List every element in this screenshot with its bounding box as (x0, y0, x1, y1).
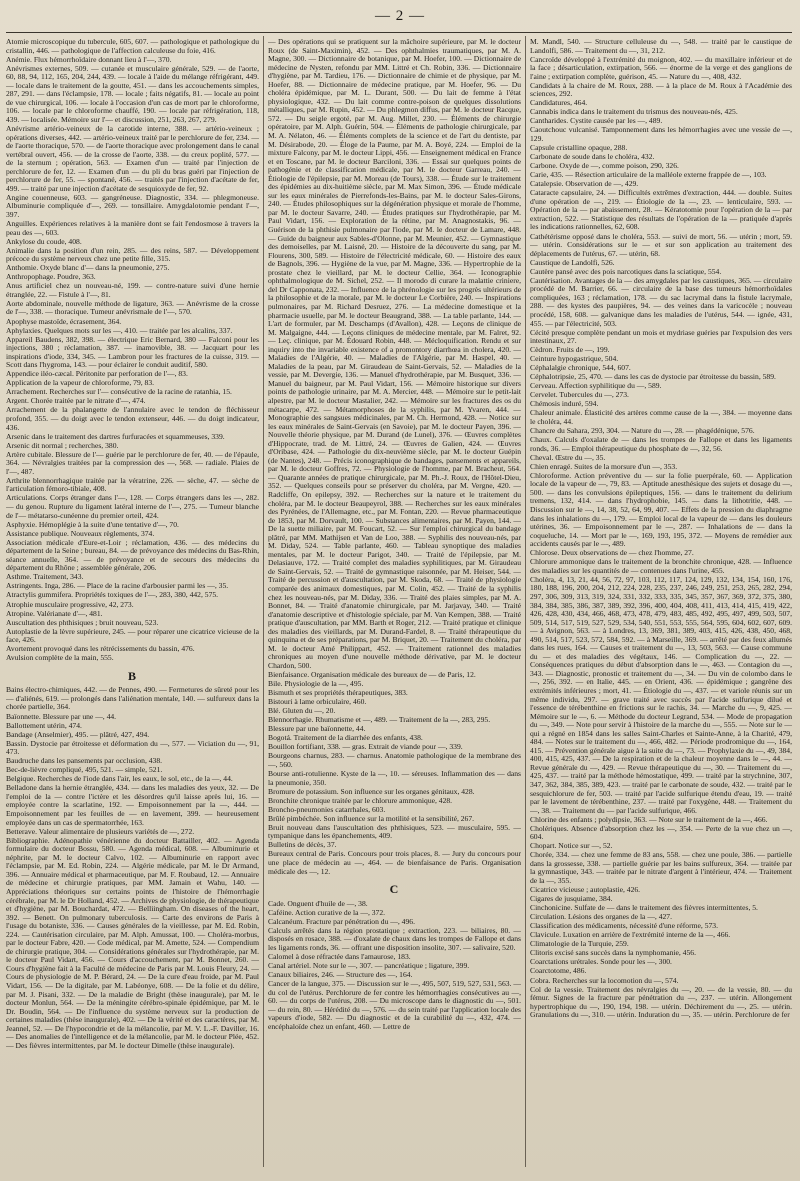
index-entry: Atomie microscopique du tubercule, 605, 607. — pathologique et pathologique du cristallin, 446. — pathologique de l'affection calculeuse du foie, 416. (6, 38, 259, 55)
index-entry: Baïonnette. Blessure par une —, 44. (6, 711, 117, 721)
index-entry: Anévrisme artério-veineux de la carotide interne, 388. — artério-veineux ; opérations diverses, 442. — artério-veineux traité par le perchlorure de fer, 234. — de l'aorte thoracique, 570. — de l'aorte thoracique avec prolongement dans le canal vertébral ouvert, 456. — de la crosse de l'aorte, 338. — du creux poplité, 577. — de la sternum ; opération, 563. — Examen d'un — traité par l'injection de perchlorure de fer, 12. — Examen d'un — du pli du bras guéri par l'injection de perchlorure de fer, 55. — spontané, 456. — traités par l'injection d'acétate de fer, 499. — traité par une injection d'acétate de sesquioxyde de fer, 92. (6, 123, 259, 193)
section-letter-heading: B (127, 668, 137, 683)
index-entry: Cèdron. Fruits de —, 199. (530, 345, 610, 355)
index-entry: Bureaux central de Paris. Concours pour trois places, 8. — Jury du concours pour une place de médecin au —, 464. — de bienfaisance de Paris. Organisation médicale des —, 12. (268, 849, 521, 876)
index-entry: Bandage (Anselmier), 495. — plâtré, 427, 494. (6, 729, 150, 739)
index-entry: Atractylis gummifera. Propriétés toxiques de l'—, 283, 380, 442, 575. (6, 590, 219, 600)
index-entry: Arrachement. Recherches sur l'— consécutive de la racine de ratanhia, 15. (6, 387, 232, 397)
index-entry: Appareil Baudens, 382, 398. — électrique Eric Bernard, 380 — Falconi pour les injections, 380 ; réclamation, 387. — inamovible, 38. — Jacquart pour les inspirations d'iode, 334, 345. — Lambron pour les fractures de la cuisse, 319. — Scott dans l'hygroma, 143. — pour éclairer le conduit auditif, 580. (6, 334, 259, 370)
index-entry: Cade. Onguent d'huile de —, 38. (268, 898, 368, 908)
index-entry: Avulsion complète de la main, 555. (6, 653, 114, 663)
index-entry: Candidatures, 464. (530, 98, 588, 108)
index-entry: Cancer de la langue, 375. — Discussion sur le —, 495, 507, 519, 527, 531, 563. — du col de l'utérus. Perchlorure de fer contre les hémorrhagies consécutives au —, 60. — du corps de l'utérus, 208. — Du microscope dans le diagnostic du —, 501. — du rein, 80. — Hérédité du —, 576. — du sein traité par l'application locale des vapeurs d'iode, 582. — Du diagnostic et de la curabilité du —, 432, 474. — encéphaloïde chez un enfant, 460. — Lettre de (268, 979, 521, 1031)
index-entry: Cautérisation. Avantages de la — des amygdales par les caustiques, 365. — circulaire procédé de M. Barrier, 66. — circulaire de la base des tumeurs hémorrhoïdales compliquées, 163 ; réclamation, 178. — du sac lacrymal dans la fistule lacrymale, 288. — des kystes des paupières, 94. — des veines dans la varicocèle ; nouveau procédé, 158, 608. — galvanique dans les maladies de l'utérus, 544. — ignée, 431, 455. — par l'électricité, 503. (530, 275, 792, 328)
index-entry: Ceinture hypogastrique, 504. (530, 354, 619, 364)
index-entry: Bismuth et ses propriétés thérapeutiques, 383. (268, 688, 408, 698)
index-entry: Caustique de Landolfi, 526. (530, 257, 615, 267)
index-entry: Application de la vapeur de chloroforme, 79, 83. (6, 378, 155, 388)
index-entry: Climatologie de la Turquie, 259. (530, 939, 629, 949)
index-entry: Chaux. Calculs d'oxalate de — dans les trompes de Fallope et dans les ligaments ronds, 36. — Emploi thérapeutique du phosphate de —, 32, 56. (530, 435, 792, 453)
index-entry: M. Mandl, 540. — Structure celluleuse du —, 548. — traité par le caustique de Landolfi, 586. — Traitement du —, 31, 212. (530, 38, 792, 55)
index-entry: Circulation. Lésions des organes de la —, 427. (530, 912, 673, 922)
index-entry: Belladone dans la hernie étranglée, 434. — dans les maladies des yeux, 32. — De l'emploi de la — contre l'ictère et les désordres qu'il laisse après lui, 16. — employée contre la scarlatine, 192. — Empoisonnement par la —, 444. — Empoisonnement par les feuilles de — en lavement, 399. — heureusement employée dans un cas de spermatorrhée, 163. (6, 783, 259, 827)
index-entry: Clitoris excisé sans succès dans la nymphomanie, 456. (530, 948, 696, 958)
index-entry: Bogotá. Traitement de la diarrhée des enfants, 438. (268, 733, 423, 743)
index-entry: Asphyxie. Hémoplégie à la suite d'une tentative d'—, 70. (6, 519, 179, 529)
index-entry: Anguilles. Expériences relatives à la manière dont se fait l'endosmose à travers la peau des —, 603. (6, 218, 259, 237)
index-entry: Cerveau. Affection syphilitique du —, 589. (530, 381, 662, 391)
index-entry: Coarctations urétrales. Sonde pour les —, 300. (530, 957, 672, 967)
index-entry: Broncho-pneumonies catarrhales, 603. (268, 804, 386, 814)
index-entry: Bibliographie. Adénopathie vénérienne du docteur Battailler, 402. — Agenda formulaire du docteur Bossu, 580. — Agenda médical, 608. — Albuminurie et néphrite, par M. le docteur Calvo, 102. — Albuminurie en rapport avec l'éclampsie, par M. Ed. Robin, 224. — Algérie médicale, par M. le Dr Armand, 396. — Annuaire médical et pharmaceutique, par M. F. Roubaud, 12. — Annuaire de médecine et chirurgie pratiques, par MM. Jamain et Wahu, 140. — Appréciations théoriques sur certains points de l'histoire de l'hémorrhagie cérébrale, par M. le Dr Holland, 452. — Archives de physiologie, de thérapeutique et d'hygiène, par M. Bouchardat, 472. — Belliingham. On diseases of the heart, 392. — Benett. On pulmonary tuberculosis. — Carte des environs de Paris à l'usage du botaniste, 336. — Causes générales de la vieillesse, par M. Ed. Robin, 224. — Cautérisation circulaire, par M. Alph. Amussat, 100. — Choléra-morbus, par le docteur Fabre, 420. — Code médical, par M. Amette, 524. — Compendium de chirurgie pratique, 304. — Considérations générales sur l'hydrothérapie, par M. le docteur Paul Vidart, 456. — Cours d'accouchement, par M. Bonnet, 260. — Cours d'hygiène fait à la Faculté de médecine de Paris par M. Louis Fleury, 24. — Cours de physiologie de M. P. Bérard, 24. — De la cure d'eau froide, par M. Paul Vidart, 156. — De la digitale, par M. Labéonye, 608. — De la folie et du délire, par M. J. Pisani, 332. — De la maladie de Bright (thèse inaugurale), par M. le docteur Monlun, 564. — De la méningite cérébro-spinale épidémique, par M. le Dr. Boudin, 564. — De l'influence du système nerveux sur la production de certaines maladies (thèse inaugurale), 402. — De la vérité et des caractères, par M. Jeannel, 52. — De l'hypocondrie et de la mélancolie, par M. V. L.-F. Daviller, 16. — Des anomalies de l'intelligence et de la mélancolie, par M. le docteur Plée, 452. — Des fièvres intermittentes, par M. le docteur Dimelle (thèse inaugurale). (6, 835, 259, 1050)
section-letter-heading: C (389, 882, 400, 897)
index-entry: Capsule cristalline opaque, 288. (530, 143, 628, 153)
index-entry: Baudruche dans les pansements par occlusion, 438. (6, 756, 163, 766)
index-entry: Calculs arrêtés dans la région prostatique ; extraction, 223. — biliaires, 80. — disposés en rosace, 388. — d'oxalate de chaux dans les trompes de Fallope et dans les ligaments ronds, 36. — offrant une disposition insolite, 307. — salivaire, 520. (268, 925, 521, 952)
index-entry: — Des opérations qui se pratiquent sur la mâchoire supérieure, par M. le docteur Roux (de Saint-Maximin), 452. — Des ophthalmies traumatiques, par M. A. Magne, 300. — Dictionnaire de botanique, par M. Hoefer, 100. — Dictionnaire de médecine de Nysten, refondu par MM. Littré et Ch. Robin, 336. — Dictionnaire d'hygiène, par M. Tardieu, 176. — Dictionnaire de chimie et de physique, par M. Hoefer, 88. — Dictionnaire de médecine pratique, par M. Hoefer, 96. — Du choléra épidémique, par M. L. Durant, 500. — Du lait de femme à l'état physiologique, 432. — Du lait comme contre-poison de quelques dissolutions métalliques, par M. Rupin, 452. — Du phlegmon diffus, par M. le docteur Racque, 572. — Du seigle ergoté, par M. Aug. Millet, 230. — Éléments de chirurgie opératoire, par M. Alph. Guérin, 504. — Éléments de pathologie chirurgicale, par M. A. Nélaton, 46. — Éléments complets de la science et de l'art du dentiste, par M. Désirabode, 20. — Éloge de la Paume, par M. A. Boyé, 224. — Emploi de la mixture Falcony, par M. le docteur Lippi, 456. — Enseignement médical en France et en Toscane, par M. le docteur Barciloni, 336. — Essai sur quelques points de pathogénie et de classification médicale, par M. le docteur Garreau, 240. — Étiologie de l'épilepsie, par M. Moreau (de Tours), 338. — Étude sur le traitement des épidémies au dix-huitième siècle, par M. Max Simon, 396. — Étude médicale sur les eaux minérales de Pierrefonds-les-Bains, par M. le docteur Sales-Girons, 240. — Études philosophiques sur la dégénération physique et morale de l'homme, par M. le docteur Savarre, 240. — Études pratiques sur l'hydrothérapie, par M. Paul Vidart, 156. — Exploration de la rétine, par M. Anagnostakis, 96. — Guérison de la phthisie pulmonaire par l'iode, par M. le docteur de Lamare, 448. — Guide du baigneur aux Sables-d'Olonne, par M. Meunier, 452. — Gymnastique des demoiselles, par M. Laisné, 20. — Histoire de la découverte du sang, par M. Flourens, 300, 589. — Histoire de l'électricité médicale, 60. — Histoire des eaux de Bagnols, 396. — Hygiène de la vue, par M. Magne, 336. — Hypertrophie de la prostate chez le vieillard, par M. le docteur Cellie, 364. — Iconographie ophthalmologique de M. Sichel, 252. — Il morodo di curare la malattie criniere, del Dr Capponata, 232. — Influence de la phrénologie sur les progrès ultérieurs de la philosophie et de la morale, par M. le docteur Le Corbière, 240. — Inspirations pulmonaires, par M. Richard Desruez, 276. — La médecine domestique et la pharmacie usuelle, par M. le docteur Beaugrand, 388. — La table parlante, 144. — L'art de formuler, par M. Deschamps (d'Avallon), 428. — Leçons de clinique de M. Malgaigne, 444. — Leçons cliniques de médecine mentale, par M. Falret, 92. — Leç. clinique, par M. Édouard Robin, 448. — Mécloquification. Rendu et sur inquiry into the invariable existence of a promontory diarrhœa in cholera, 420. — Maladies de l'Algérie, 40. — Maladies de l'Algérie, par M. Haspel, 40. — Maladies de la peau, par M. Giraudeau de Saint-Gervais, 52. — Maladies de la vessie, par M. Devergie, 136. — Manuel d'hydrothérapie, par M. Busquet, 336. — Manuel du baigneur, par M. Paul Vidart, 156. — Mémoire historique sur divers points de pathologie urinaire, par M. A. Mercier, 448. — Mémoire sur le petit-lait alpestre, par M. le docteur Mastalier, 242. — Mémoire sur les fractures des os du métacarpe, 472. — Métamorphoses de la syphilis, par M. Yvaren, 444. — Monographie des sangsues médicinales, par M. Ch. Hermond, 428. — Notice sur les eaux minérales de Saint-Gervais (en Savoie), par M. le docteur Payen, 396. — Nouvelle théorie physique, par M. Durand (de Lunel), 376. — Œuvres complètes d'Hippocrate, trad. de M. Littré, 24. — Œuvres de Galien, 424. — Œuvres d'Oribase, 424. — Pathologie du dix-neuvième siècle, par M. le docteur Guépin (de Nantes), 248. — Précis iconographique de bandages, pansements et appareils, par M. le docteur Goffres, 72. — Physiologie de l'homme, par M. Bracheut, 564. — Quarante années de pratique chirurgicale, par M. Ph.-J. Roux, de l'Hôtel-Dieu, 352. — Quelques conseils pour se préserver du choléra, par M. Vergne, 420. — Radcliffe, On epilepsy, 392. — Recherches sur la nature et le traitement du choléra, par M. le docteur Beaupeyrol, 388. — Recherches sur les eaux minérales des Pyrénées, de l'Allemagne, etc., par M. Fontan, 220. — Revue pharmaceutique de 1853, par M. Dorvault, 100. — Substances alimentaires, par M. Payen, 144. — De la suette miliaire, par M. Foucart, 52. — Sur l'emploi chirurgical du bandage plâtré, par MM. Mathijsen et Van de Loo, 388. — Syphilis des nouveau-nés, par M. Diday, 524. — Table parlante, 460. — Tableau synoptique des maladies mentales, par M. le docteur Parigot, 340. — Traité de l'épilepsie, par M. Delasiauve, 172. — Traité complet des maladies syphilitiques, par M. Giraudeau de Saint-Gervais, 52. — Traité de gymnastique raisonnée, par M. Heiser, 544. — Traité de percussion et d'auscultation, par M. Skoda, 68. — Traité de physiologie comparée des animaux domestiques, par M. Colin, 452. — Traité de la syphilis chez les nouveau-nés, par M. Diday, 336. — Traité des plaies simples, par M. A. Bonnet, 84. — Traité d'anatomie chirurgicale, par M. Jarjavay, 340. — Traité d'anatomie descriptive et d'histologie spéciale, par M. Van Kempen, 388. — Traité pratique d'auscultation, par MM. Barth et Roger, 212. — Traité pratique et clinique des maladies des vieillards, par M. Durand-Fardel, 8. — Traité thérapeutique du quinquina et de ses préparations, par M. Briquet, 20. — Traitement du choléra, par M. le docteur Amé Philippart, 452. — Traitement rationnel des maladies chroniques au moyen d'une nouvelle méthode dérivative, par M. le docteur Chardon, 500. (268, 38, 521, 670)
index-entry: Argent. Chorée traitée par le nitrate d'—, 474. (6, 396, 146, 406)
index-entry: Appendice iléo-cæcal. Péritonite par perforation de l'—, 83. (6, 369, 188, 379)
index-entry: Canal artériel. Note sur le —, 307. — pancréatique ; ligature, 399. (268, 960, 470, 970)
index-column-1 (6, 38, 259, 1161)
index-entry: Caoutchouc vulcanisé. Tamponnement dans les hémorrhagies avec une vessie de —, 129. (530, 125, 792, 144)
index-entry: Auscultation des phthisiques ; bruit nouveau, 523. (6, 617, 159, 627)
index-entry: Cicatrice vicieuse ; autoplastie, 426. (530, 885, 641, 895)
index-entry: Cataracte capsulaire, 24. — Difficultés extrêmes d'extraction, 444. — double. Suites d'une opération de —, 219. — Étiologie de la —, 23. — lenticulaire, 593. — Opération de la — par abaissement, 28. — Kératotomie pour l'opération de la — par extraction, 522. — Statistique des résultats de l'opération de la — pratiquée d'après les indications rationnelles, 62, 608. (530, 188, 792, 232)
index-entry: Calomel à dose réfractée dans l'amaurose, 183. (268, 951, 411, 961)
index-entry: Betterave. Valeur alimentaire de plusieurs variétés de —, 272. (6, 826, 195, 836)
index-entry: Cantharides. Cystite causée par les —, 489. (530, 116, 663, 126)
index-entry: Bassin. Dystocie par étroitesse et déformation du —, 577. — Viciation du —, 91, 473. (6, 738, 259, 757)
page-number: — 2 — (375, 8, 425, 24)
index-entry: Atrophie musculaire progressive, 42, 273. (6, 599, 134, 609)
index-entry: Atropine. Valérianate d'—, 481. (6, 608, 103, 618)
index-entry: Animalie dans la position d'un rein, 285. — des reins, 587. — Développement précoce du système nerveux chez une petite fille, 315. (6, 245, 259, 264)
index-entry: Bile. Physiologie de la —, 495. (268, 679, 364, 689)
index-entry: Assistance publique. Nouveaux règlements, 374. (6, 528, 155, 538)
index-entry: Anévrismes externes, 509. — cutanée et musculaire générale, 529. — de l'aorte, 60, 88, 94, 112, 165, 204, 244, 439. — locale à l'aide du mélange réfrigérant, 449. — locale dans le traitement de la goutte, 451. — dans les accouchements simples, 287, 291. — dans l'éclampsie, 178. — locale ; faits négatifs, 81. — locale au point de vue chirurgical, 106. — locale à l'occasion d'un cas de mort par le chloroforme, 106. — locale par le chloroforme chauffé, 190. — locale par réfrigération, 118, 439. — localisée. Mémoire sur l'— et discussion, 251, 263, 267, 279. (6, 63, 259, 124)
index-entry: Autoplastie de la lèvre supérieure, 245. — pour réparer une cicatrice vicieuse de la face, 426. (6, 626, 259, 645)
index-entry: Catalepsie. Observation de —, 429. (530, 179, 639, 189)
index-entry: Avortement provoqué dans les rétrécissements du bassin, 476. (6, 644, 195, 654)
index-column-3 (530, 38, 792, 1161)
index-entry: Carbonate de soude dans le choléra, 432. (530, 152, 655, 162)
index-entry: Angine couenneuse, 603. — gangréneuse. Diagnostic, 334. — phlegmoneuse. Albuminurie compliquée d'—, 269. — tonsillaire. Amygdalotomie pendant l'—, 397. (6, 192, 259, 219)
index-entry: Arsenic dans le traitement des dartres furfuracées et squammeuses, 339. (6, 431, 225, 441)
index-entry: Bouillon fortifiant, 338. — gras. Extrait de viande pour —, 339. (268, 742, 463, 752)
index-entry: Arsenic dit normal ; recherches, 380. (6, 440, 119, 450)
index-entry: Cancroïde développé à l'extrémité du moignon, 402. — du maxillaire inférieur et de la face ; désarticulation, extirpation, 566. — énorme de la verge et des ganglions de l'aine ; extirpation complète, guérison, 45. — Nature du —, 408, 432. (530, 54, 792, 81)
index-entry: Cholériques. Absence d'absorption chez les —, 354. — Perte de la vue chez un —, 604. (530, 823, 792, 842)
index-entry: Arthrite blennorrhagique traitée par la vératrine, 226. — sèche, 47. — sèche de l'articulation fémoro-tibiale, 408. (6, 475, 259, 494)
index-entry: Blé. Gluten du —, 20. (268, 706, 336, 716)
index-entry: Asthme. Traitement, 343. (6, 572, 84, 582)
index-entry: Clavicule. Luxation en arrière de l'extrémité interne de la —, 466. (530, 930, 731, 940)
index-entry: Ankylose du coude, 408. (6, 236, 82, 246)
index-entry: Carie, 435. — Résection articulaire de la malléole externe frappée de —, 103. (530, 170, 767, 180)
index-entry: Anus artificiel chez un nouveau-né, 199. — contre-nature suivi d'une hernie étranglée, 22. — Fistule à l'—, 81. (6, 281, 259, 299)
index-entry: Choléra, 4, 13, 21, 44, 56, 72, 97, 103, 112, 117, 124, 129, 132, 134, 154, 160, 176, 180, 188, 196, 200, 204, 212, 224, 228, 235, 237, 246, 249, 251, 253, 265, 282, 294, 297, 306, 309, 313, 319, 324, 331, 332, 333, 335, 345, 357, 367, 369, 372, 375, 380, 384, 384, 385, 386, 387, 389, 392, 396, 400, 404, 408, 411, 413, 414, 415, 419, 422, 426, 428, 430, 434, 466, 468, 473, 478, 479, 483, 485, 492, 495, 497, 499, 503, 507, 509, 514, 517, 519, 527, 529, 534, 540, 551, 553, 555, 564, 595, 604, 602, 607, 609. — à Avignon, 563. — à Londres, 13, 369, 381, 389, 403, 415, 426, 438, 450, 468, 490, 514, 517, 523, 572, 584, 592. — à Marseille, 369. — arrêté par des feux allumés dans les rues, 164. — Causes et traitement du —, 13, 503, 563. — Cause commune du — et des maladies des végétaux, 146. — Complication du —, 22. — Conséquences pratiques du début d'absorption dans le —, 463. — Contagion du —, 343. — Diagnostic, pronostic et traitement du —, 34. — Du vin de colombo dans le —, 256, 392. — en Italie, 445. — en Orient, 436. — épidémique ; gangrène des extrémités inférieures ; mort, 41. — Étiologie du —, 437. — et variole réunis sur un même individu, 297. — grave traité avec succès par l'acide sulfurique dilué et l'essence de térébenthine en frictions sur le rachis, 34. — Marche du —, 9, 425. — Mémoire sur le —, 6. — Méthode du docteur Legrand, 534. — Mode de propagation du —, 349. — Note pour servir à l'histoire de la marche du —, 555. — Note sur le — qui a régné en 1854 dans les salles Saint-Charles et Sainte-Anne, à la Charité, 479, 484. — Notes sur le traitement du —, 466, 482. — Période prodromique du —, 164, 415. — Prévention générale aigue à la suite du —, 73. — Prophylaxie du —, 49, 384, 400, 415, 425, 437. — De la respiration et de la chaleur moyenne dans le —, 44. — Revue générale du —, 429. — Revue thérapeutique du —, 30. — Traitement du —, 425, 437. — traité par la méthode hémostatique, 499. — traité par la strychnine, 307, 347, 362, 384, 385, 389, 423. — traité par le carbonate de soude, 432. — traité par le sesquichlorure de fer, 503. — traité par l'acide sulfurique étendu d'eau, 19. — traité par le lavement de térébenthine, 237. — traité par l'oxygène, 448. — Traitement du —, 38. — Traitement du — par l'acide sulfurique, 466. (530, 574, 792, 815)
index-entry: Bromure de potassium. Son influence sur les organes génitaux, 428. (268, 786, 475, 796)
index-entry: Bains électro-chimiques, 442. — de Pennes, 490. — Fermetures de sûreté pour les — d'aliénés, 619. — prolongés dans l'aliénation mentale, 140. — sulfureux dans la chorée partielle, 364. (6, 685, 259, 712)
index-entry: Astringents. Inga, 286. — Place de la racine d'arbousier parmi les —, 35. (6, 581, 229, 591)
index-entry: Chaleur animale. Élasticité des artères comme cause de la —, 384. — moyenne dans le choléra, 44. (530, 408, 792, 427)
index-entry: Association médicale d'Eure-et-Loir ; réclamation, 436. — des médecins du département de la Seine ; bureau, 84. — de prévoyance des médecins du Bas-Rhin, séance annuelle, 364. — de prévoyance et de secours des médecins du département du Rhône ; assemblée générale, 206. (6, 537, 259, 573)
index-entry: Blennorrhagie. Rhumatisme et —, 489. — Traitement de la —, 283, 295. (268, 715, 491, 725)
index-entry: Chlorure ammonique dans le traitement de la bronchite chronique, 428. — Influence des maladies sur les quantités de — contenues dans l'urine, 455. (530, 557, 792, 575)
index-entry: Carbone. Oxyde de —, comme poison, 290, 326. (530, 161, 679, 171)
index-entry: Calcanéum. Fracture par pénétration du —, 496. (268, 916, 415, 926)
index-entry: Cinchonicine. Sulfate de — dans le traitement des fièvres intermittentes, 5. (530, 903, 758, 913)
index-entry: Bistouri à lame orbiculaire, 460. (268, 697, 367, 707)
index-entry: Cathétérisme opposé dans le choléra, 553. — suivi de mort, 56. — utérin ; mort, 59. — utérin. Considérations sur le — et sur son application au traitement des déplacements de l'utérus, 67. — utérin, 68. (530, 231, 792, 258)
index-entry: Céphalotripsie, 25, 470. — dans les cas de dystocie par étroitesse du bassin, 589. (530, 372, 776, 382)
index-entry: Cervelet. Tubercules du —, 273. (530, 390, 629, 400)
index-entry: Anthropophage. Poudre, 363. (6, 272, 96, 282)
index-entry: Bourgeons charnus, 283. — charnus. Anatomie pathologique de la membrane des —, 560. (268, 751, 521, 769)
index-entry: Anthomie. Oxyde blanc d'— dans la pneumonie, 275. (6, 263, 170, 273)
index-entry: Coarctotome, 486. (530, 966, 587, 976)
index-entry: Chlorose. Deux observations de — chez l'homme, 27. (530, 548, 694, 558)
index-entry: Arrachement de la phalangette de l'annulaire avec le tendon de fléchisseur profond, 355. — du doigt avec le tendon extenseur, 446. — du doigt indicateur, 436. (6, 405, 259, 432)
index-entry: Bruit nouveau dans l'auscultation des phthisiques, 523. — musculaire, 595. — tympanique dans les épanchements, 409. (268, 822, 521, 841)
header-rule (6, 32, 792, 33)
index-entry: Ballottement utérin, 474. (6, 720, 82, 730)
index-entry: Bec-de-lièvre compliqué, 495, 521. — simple, 521. (6, 765, 163, 775)
index-entry: Chopart. Notice sur —, 52. (530, 841, 613, 851)
index-entry: Chien enragé. Suites de la morsure d'un —, 353. (530, 461, 678, 471)
index-entry: Articulations. Corps étranger dans l'—, 128. — Corps étrangers dans les —, 282. — du genou. Rupture du ligament latéral interne de l'—, 275. — Tumeur blanche de l'— métatarso-cunéenne du premier orteil, 424. (6, 493, 259, 520)
index-entry: Cécité presque complète pendant un mois et mydriase guéries par l'expulsion des vers intestinaux, 27. (530, 327, 792, 346)
index-entry: Cobra. Recherches sur la locomotion du —, 574. (530, 975, 679, 985)
index-entry: Aorte abdominale, nouvelle méthode de ligature, 363. — Anévrisme de la crosse de l'—, 338. — thoracique. Tumeur anévrismale de l'—, 570. (6, 298, 259, 317)
index-entry: Caféine. Action curative de la —, 372. (268, 907, 386, 917)
index-entry: Chorée, 334. — chez une femme de 83 ans, 558. — chez une poule, 386. — partielle dans la grossesse, 338. — partielle guérie par les bains sulfureux, 364. — traitée par la gymnastique, 343. — traitée par le nitrate d'argent à l'intérieur, 474. — Traitement de la —, 355. (530, 850, 792, 885)
index-entry: Artère cubitale. Blessure de l'— guérie par le perchlorure de fer, 40. — de l'épaule, 364. — Névralgies traitées par la compression des —, 568. — radiale. Plaies de l'—, 487. (6, 449, 259, 476)
index-entry: Cigares de jusquiame, 384. (530, 894, 613, 904)
index-entry: Chémosis induré, 594. (530, 399, 599, 409)
index-entry: Cannabis indica dans le traitement du trismus des nouveau-nés, 425. (530, 107, 738, 117)
index-entry: Chancre du Sahara, 293, 304. — Nature du —, 28. — phagédénique, 576. (530, 426, 755, 436)
index-entry: Céphalalgie chronique, 544, 607. (530, 363, 631, 373)
index-column-2 (268, 38, 521, 1161)
index-entry: Aphylaxies. Quelques mots sur les —, 410. — traitée par les alcalins, 337. (6, 325, 233, 335)
index-entry: Bronchite chronique traitée par le chlorure ammonique, 428. (268, 795, 453, 805)
column-divider (263, 36, 264, 1167)
index-entry: Bulletins de décès, 37. (268, 840, 337, 850)
index-entry: Blessure par une baïonnette, 44. (268, 724, 366, 734)
index-entry: Brûlé pimbéchée. Son influence sur la motilité et la sensibilité, 267. (268, 813, 475, 823)
index-entry: Cautère pansé avec des pois narcotiques dans la sciatique, 554. (530, 266, 722, 276)
index-entry: Bourse anti-rotulienne. Kyste de la —, 10. — séreuses. Inflammation des — dans la pneumonie, 350. (268, 768, 521, 787)
column-divider (525, 36, 526, 1167)
index-entry: Chloroforme. Action préventive du — sur la folie puerpérale, 60. — Application locale de la vapeur de —, 79, 83. — Aptitude anesthésique des sujets et dosage du —, 500. — dans les convulsions épileptiques, 156. — dans le traitement du delirium tremens, 132, 414. — dans l'hydrophobie, 145. — dans la lithotritie, 448. — Discussion sur le —, 14, 38, 52, 64, 99, 407. — Effets de la pression du diaphragme dans les inhalations du —, 179. — Emploi local de la vapeur de — dans les douleurs utérines, 36. — Empoisonnement par le —, 287. — Inhalations de — dans la coqueluche, 14. — Mort par le —, 169, 193, 195, 372. — Moyens de remédier aux accidents causés par le —, 489. (530, 470, 792, 549)
index-entry: Cheval. Œstre du —, 35. (530, 452, 606, 462)
index-entry: Chlorine des enfants ; polydipsie, 363. — Note sur le traitement de la —, 466. (530, 814, 768, 824)
index-entry: Apophyse mastoïde, écrasement, 364. (6, 316, 122, 326)
index-entry: Bienfaisance. Organisation médicale des bureaux de — de Paris, 12. (268, 669, 476, 679)
index-entry: Classification des médicaments, nécessité d'une réforme, 573. (530, 921, 718, 931)
index-entry: Col de la vessie. Traitement des névralgies du —, 20. — de la vessie, 80. — du fémur. Signes de la fracture par pénétration du —, 237. — utérin. Allongement hypertrophique du —, 190, 194, 198. — utérin. Déchirement du —, 25. — utérin. Granulations du —, 310. — utérin. Induration du —, 35. — utérin. Perchlorure de fer (530, 984, 792, 1020)
index-entry: Canaux biliaires, 246. — Structure des —, 164. (268, 969, 413, 979)
index-entry: Candidats à la chaire de M. Roux, 288. — à la place de M. Roux à l'Académie des sciences, 292. (530, 80, 792, 99)
index-entry: Anémie. Flux hémorrhoïdaire donnant lieu à l'—, 370. (6, 54, 172, 64)
index-entry: Belgique. Recherches de l'iode dans l'air, les eaux, le sol, etc., de la —, 44. (6, 774, 233, 784)
